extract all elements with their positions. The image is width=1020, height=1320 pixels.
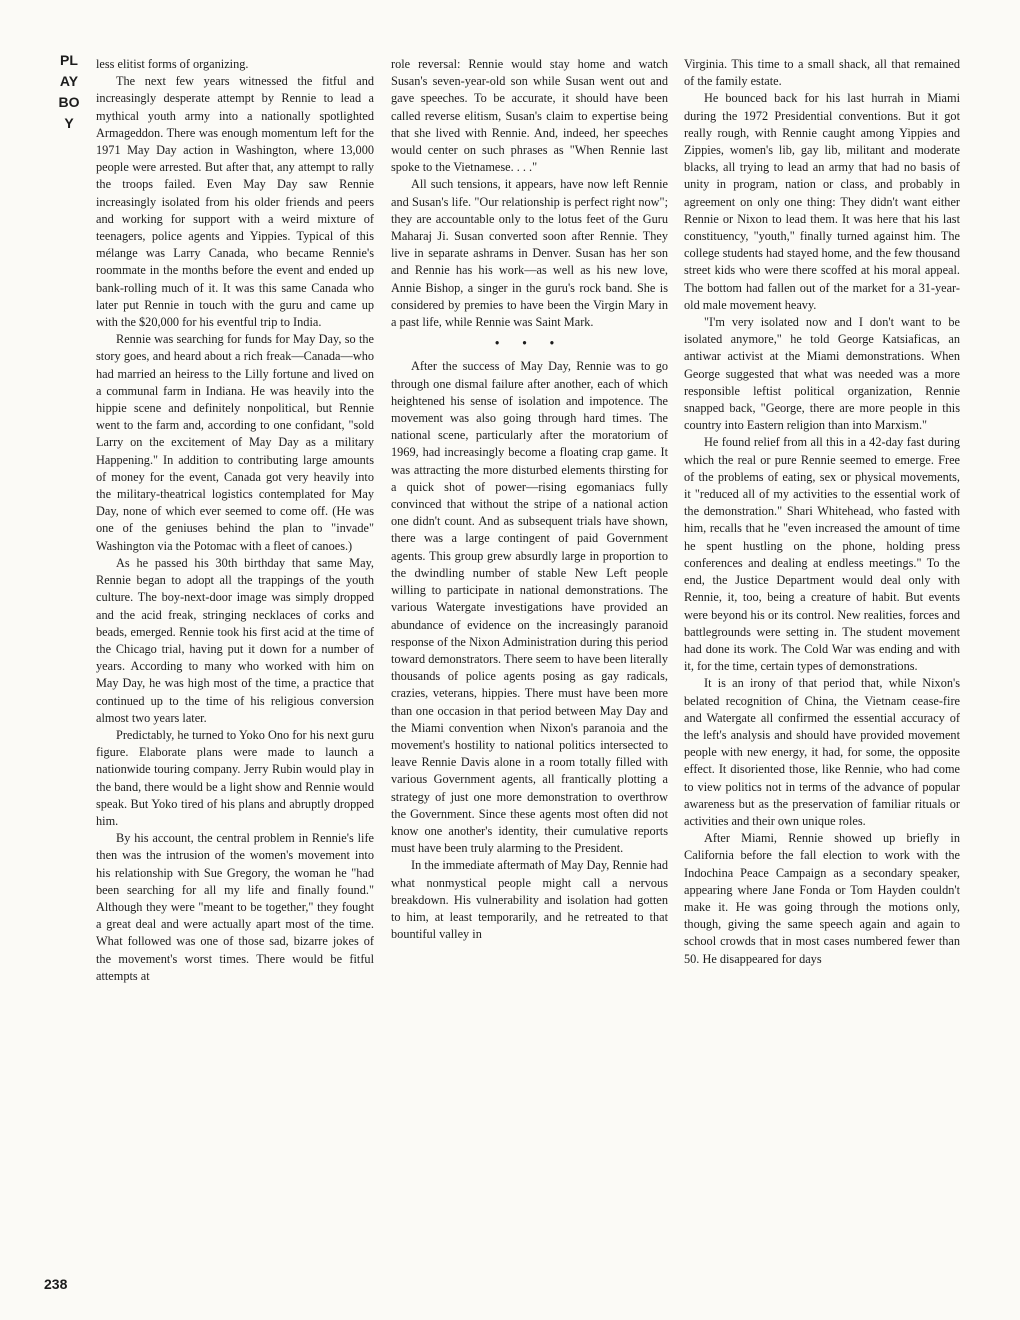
paragraph: In the immediate aftermath of May Day, Rennie had what nonmystical people might call a nervous breakdown. His vulnerability and isolation had gotten to him, at least temporarily, and he retreated to that bountiful valley in <box>391 858 668 942</box>
paragraph: After Miami, Rennie showed up briefly in California before the fall election to work with the Indochina Peace Campaign as a secondary speaker, appearing where Jane Fonda or Tom Hayden couldn't make it. He was going through the motions only, though, giving the same speech again and again to school crowds that in most cases numbered fewer than 50. He disappeared for days <box>684 831 960 966</box>
paragraph: Virginia. This time to a small shack, all that remained of the family estate. <box>684 57 960 89</box>
text-column-1 <box>96 56 374 1306</box>
paragraph: less elitist forms of organizing. <box>96 57 249 71</box>
paragraph: As he passed his 30th birthday that same May, Rennie began to adopt all the trappings of the youth culture. The boy-next-door image was simply dropped and the acid freak, stringing necklaces of corks and beads, emerged. Rennie took his first acid at the time of the Chicago trial, having put it down for a number of years. According to many who worked with him on May Day, he was high most of the time, a practice that continued up to the time of his religious conversion almost two years later. <box>96 555 374 725</box>
paragraph: "I'm very isolated now and I don't want to be isolated anymore," he told George Katsiaficas, an antiwar activist at the Miami demonstrations. When George suggested that what was needed was a more responsible leftist political organization, Rennie snapped back, "George, there are more people in this country into Eastern religion than into Marxism." <box>684 315 960 433</box>
magazine-masthead: PLAYBOY <box>58 52 80 131</box>
paragraph: After the success of May Day, Rennie was to go through one dismal failure after another, each of which heightened his sense of isolation and impotence. The movement was also going through hard times. The national scene, particularly after the moratorium of 1969, had increasingly become a floating crap game. It was attracting the more disturbed elements thirsting for a quick shot of power—rising egomaniacs fully convinced that without the stripe of a national action one didn't count. And as subsequent trials have shown, there was a large contingent of paid Government agents. This group grew absurdly large in proportion to the dwindling number of stable New Left people willing to participate in national demonstrations. The various Watergate investigations have provided an abundance of evidence on the increasingly paranoid response of the Nixon Administration during this period toward demonstrators. There seem to have been literally thousands of police agents posing as gay radicals, crazies, veterans, hippies. There must have been more than one occasion in that period between May Day and the Miami convention when Nixon's paranoia and the movement's hostility to national politics intersected to leave Rennie Davis alone in a room totally filled with various Government agents, all frantically plotting a strategy of just one more demonstration to overthrow the Government. Since these agents most often did not know one another's identity, their cumulative reports must have been truly alarming to the President. <box>391 359 668 856</box>
paragraph: role reversal: Rennie would stay home and watch Susan's seven-year-old son while Susan went out and gave speeches. To be accurate, it should have been called reverse elitism, Susan's claim to expertise being that she lived with Rennie. And, indeed, her speeches would center on such phrases as "When Rennie last spoke to the Vietnamese. . . ." <box>391 57 668 175</box>
paragraph: All such tensions, it appears, have now left Rennie and Susan's life. "Our relationship is perfect right now"; they are accountable only to the lotus feet of the Guru Maharaj Ji. Susan converted soon after Rennie. They live in separate ashrams in Denver. Susan has her son and Rennie has his work—as well as his new love, Annie Bishop, a singer in the guru's rock band. She is considered by premies to have been the Virgin Mary in a past life, while Rennie was Saint Mark. <box>391 177 668 330</box>
text-column-3 <box>684 56 960 1306</box>
paragraph: By his account, the central problem in Rennie's life then was the intrusion of the women's movement into his relationship with Sue Gregory, the woman he "had been searching for all my life and finally found." Although they were "meant to be together," they fought a great deal and were actually apart most of the time. What followed was one of those sad, bizarre jokes of the movement's worst times. There would be fitful attempts at <box>96 831 374 983</box>
paragraph: The next few years witnessed the fitful and increasingly desperate attempt by Rennie to lead a mythical youth army into a nationally spotlighted Armageddon. There was enough momentum left for the 1971 May Day action in Washington, where 13,000 people were arrested. But after that, any attempt to rally the troops failed. Even May Day saw Rennie increasingly isolated from his older friends and peers and working for support with a weird mixture of teenagers, police agents and Yippies. Typical of this mélange was Larry Canada, who became Rennie's roommate in the months before the event and ended up bank-rolling much of it. It was this same Canada who later put Rennie in touch with the guru and came up with the $20,000 for his eventful trip to India. <box>96 74 374 330</box>
text-column-2 <box>391 56 668 1306</box>
page-number: 238 <box>44 1276 68 1292</box>
paragraph: Predictably, he turned to Yoko Ono for his next guru figure. Elaborate plans were made to launch a nationwide touring company. Jerry Rubin would play in the band, there would be a light show and Rennie would speak. But Yoko tired of his plans and abruptly dropped him. <box>96 727 374 828</box>
paragraph: Rennie was searching for funds for May Day, so the story goes, and heard about a rich freak—Canada—who had married an heiress to the Lilly fortune and lived on a communal farm in Indiana. He was heavily into the hippie scene and definitely nonpolitical, but Rennie went to the farm and, according to one confidant, "sold Larry on the excitement of May Day as a military Happening." In addition to contributing large amounts of money for the event, Canada got very heavily into the military-theatrical logistics contemplated for May Day, none of which ever seemed to come off. (He was one of the geniuses behind the plan to "invade" Washington via the Potomac with a fleet of canoes.) <box>96 332 374 553</box>
section-separator: • • • <box>494 336 565 351</box>
paragraph: He found relief from all this in a 42-day fast during which the real or pure Rennie seemed to emerge. Free of the problems of eating, sex or physical movements, it "reduced all of my activities to the essential work of the demonstration." Shari Whitehead, who fasted with him, recalls that he "even increased the amount of time he spent hustling on the phone, holding press conferences and dealing at endless meetings." To the end, the Justice Department would deal only with Rennie, it, too, being a creature of habit. But events were beyond his or its control. New realities, forces and battlegrounds were setting in. The student movement had done its work. The Cold War was ending and with it, for the time, certain types of demonstrations. <box>684 435 960 674</box>
paragraph: He bounced back for his last hurrah in Miami during the 1972 Presidential conventions. But it got really rough, with Rennie caught among Yippies and Zippies, women's lib, gay lib, militant and moderate blacks, all trying to lead an army that had no basis of unity in program, nation or class, and probably in agreement on only one thing: They didn't want either Rennie or Nixon to lead them. It was here that his last constituency, "youth," finally turned against him. The college students had stayed home, and the few thousand street kids who were there scoffed at his moral appeal. The bottom had fallen out of the market for a 31-year-old male movement heavy. <box>684 91 960 312</box>
paragraph: It is an irony of that period that, while Nixon's belated recognition of China, the Vietnam cease-fire and Watergate all confirmed the essential accuracy of the left's analysis and should have provided movement people with new energy, it had, for some, the opposite effect. It disoriented those, like Rennie, who had come to view politics not in terms of the advance of popular awareness but as the preservation of familiar rituals or activities and their own unique roles. <box>684 676 960 828</box>
